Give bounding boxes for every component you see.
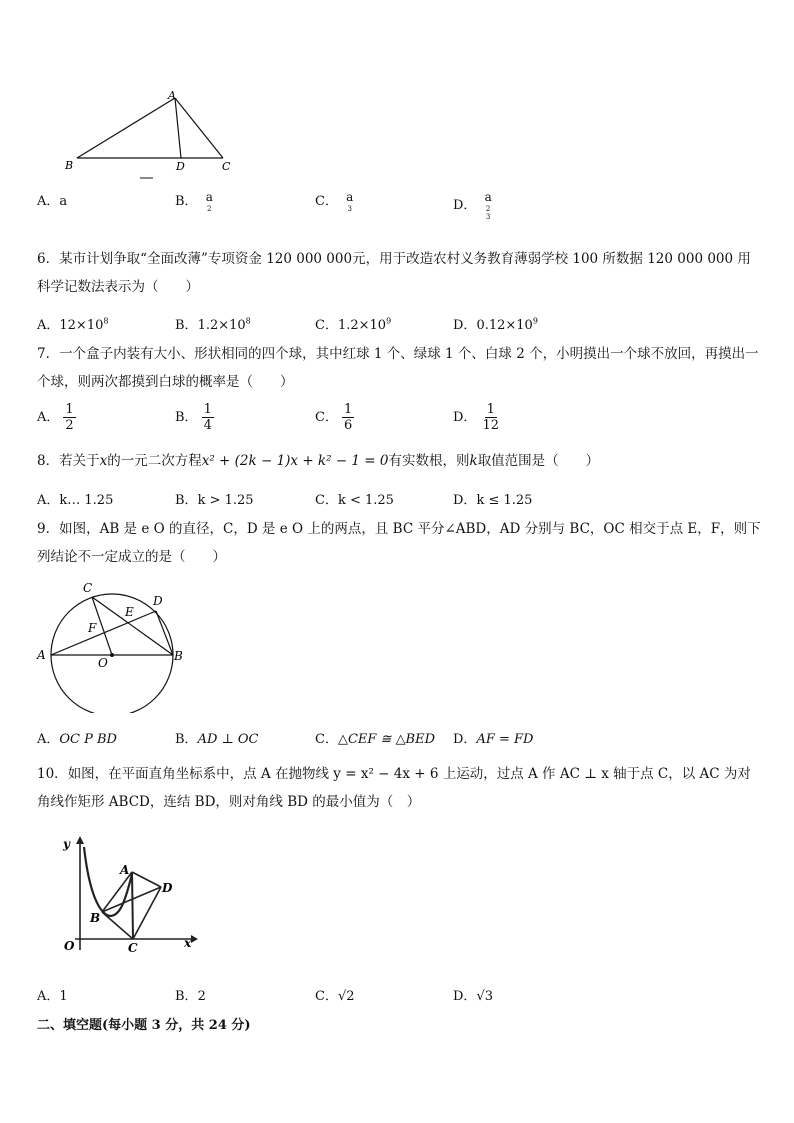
parabola-figure <box>55 832 200 957</box>
fig10-label-d: D <box>162 881 173 895</box>
q8-option-b[interactable]: B．k > 1.25 <box>175 493 254 508</box>
q9-option-c[interactable]: C．△CEF ≅ △BED <box>315 732 436 747</box>
question-9: 9．如图，AB 是 e O 的直径，C，D 是 e O 上的两点，且 BC 平分∠ABD，AD 分别与 BC，OC 相交于点 E，F，则下列结论不一定成立的是（ ） <box>37 521 761 565</box>
fig5-label-c: C <box>222 160 231 173</box>
q6-option-d[interactable]: D．$0.12\times 10^9$ <box>453 316 538 333</box>
q9-option-a[interactable]: A．OC P BD <box>37 732 117 747</box>
fig9-label-f: F <box>88 621 97 635</box>
q10-option-b[interactable]: B．2 <box>175 989 206 1004</box>
q10-option-a[interactable]: A．1 <box>37 989 68 1004</box>
q7-option-d[interactable]: D． $\frac{1}{12}$ <box>453 402 499 433</box>
fig10-label-y: y <box>63 837 70 851</box>
question-7: 7．一个盒子内装有大小、形状相同的四个球，其中红球 1 个、绿球 1 个、白球 2 个，小明摸出一个球不放回，再摸出一个球，则两次都摸到白球的概率是（ ） <box>37 346 759 390</box>
q10-option-c[interactable]: C．√2 <box>315 989 355 1004</box>
q5-option-a[interactable]: A．a <box>37 194 68 209</box>
question-6: 6．某市计划争取“全面改薄”专项资金 120 000 000元，用于改造农村义务教育薄弱学校 100 所数据 120 000 000 用科学记数法表示为（ ） <box>37 251 751 295</box>
section-2-heading: 二、填空题(每小题 3 分，共 24 分) <box>37 1018 251 1033</box>
q7-option-c[interactable]: C． $\frac{1}{6}$ <box>315 402 353 433</box>
q9-option-d[interactable]: D．AF = FD <box>453 732 534 747</box>
q5-option-d[interactable]: D． a 2 3 <box>453 190 492 221</box>
fig10-label-a: A <box>120 863 130 877</box>
fig5-label-d: D <box>176 160 185 173</box>
fig9-label-o: O <box>98 656 108 670</box>
question-10: 10．如图，在平面直角坐标系中，点 A 在抛物线 y = x² − 4x + 6 上运动，过点 A 作 AC ⊥ x 轴于点 C，以 AC 为对角线作矩形 ABCD，连结 BD，则对角线 BD 的最小值为（ ） <box>37 766 751 810</box>
q10-option-d[interactable]: D．√3 <box>453 989 493 1004</box>
q8-option-c[interactable]: C．k < 1.25 <box>315 493 394 508</box>
q6-option-c[interactable]: C．$1.2\times 10^9$ <box>315 316 392 333</box>
fig5-label-b: B <box>65 159 74 172</box>
question-8: 8．若关于x的一元二次方程x² + (2k − 1)x + k² − 1 = 0有实数根，则k取值范围是（ ） <box>37 453 600 469</box>
q5-option-b[interactable]: B． a 2 <box>175 190 213 213</box>
q6-option-a[interactable]: A．$12\times 10^8$ <box>37 316 109 333</box>
fig9-label-e: E <box>125 605 134 619</box>
fig10-label-x: x <box>184 936 192 950</box>
circle-figure <box>35 578 190 713</box>
fig10-label-c: C <box>128 941 138 955</box>
fig9-label-b: B <box>174 649 183 663</box>
fig9-label-d: D <box>153 594 163 608</box>
q8-option-d[interactable]: D．k ≤ 1.25 <box>453 493 533 508</box>
q7-option-a[interactable]: A． $\frac{1}{2}$ <box>37 402 74 433</box>
q9-option-b[interactable]: B．AD ⊥ OC <box>175 732 259 747</box>
triangle-figure <box>60 88 240 183</box>
fig5-label-a: A <box>168 89 176 102</box>
q8-option-a[interactable]: A．k… 1.25 <box>37 493 114 508</box>
fig9-label-c: C <box>83 581 93 595</box>
fig10-label-o: O <box>64 939 75 953</box>
fig9-label-a: A <box>37 648 46 662</box>
q6-option-b[interactable]: B．$1.2\times 10^8$ <box>175 316 251 333</box>
fig10-label-b: B <box>90 911 101 925</box>
q5-option-c[interactable]: C． a 3 <box>315 190 354 213</box>
q7-option-b[interactable]: B． $\frac{1}{4}$ <box>175 402 212 433</box>
